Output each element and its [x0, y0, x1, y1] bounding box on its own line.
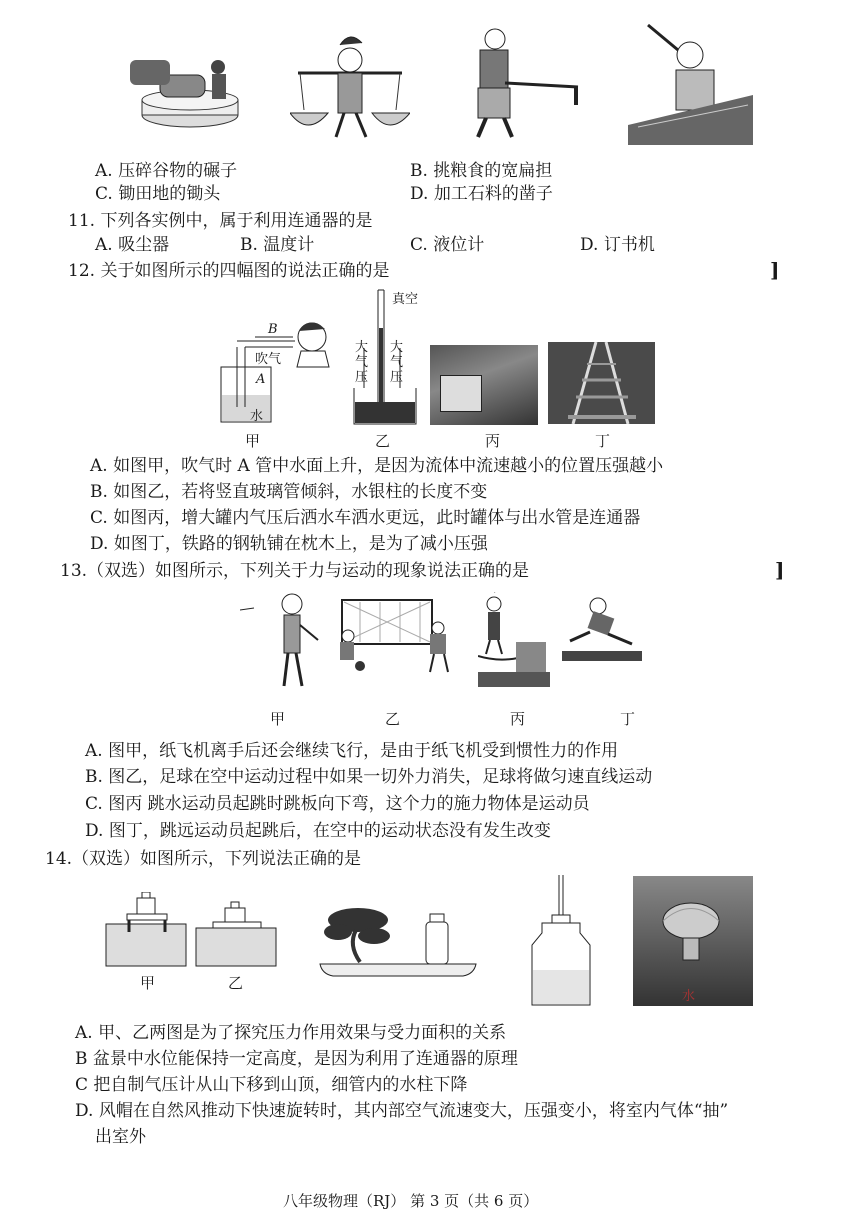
q10-option-a: A. 压碎谷物的碾子 [95, 161, 238, 181]
q13-option-a: A. 图甲，纸飞机离手后还会继续飞行，是由于纸飞机受到惯性力的作用 [85, 741, 619, 761]
q12-option-b: B. 如图乙，若将竖直玻璃管倾斜，水银柱的长度不变 [90, 482, 488, 502]
q13-label-jia: 甲 [270, 710, 286, 728]
q13-fig-ding [560, 596, 645, 666]
hoe-figure [450, 25, 590, 140]
q13-option-d: D. 图丁，跳远运动员起跳后，在空中的运动状态没有发生改变 [85, 821, 551, 841]
q12-answer-bracket: ] [770, 258, 780, 282]
q12-jia-tube-a-label: A [256, 372, 266, 387]
q11-option-d: D. 订书机 [580, 235, 655, 255]
q14-option-d-line1: D. 风帽在自然风推动下快速旋转时，其内部空气流速变大，压强变小，将室内气体“抽” [75, 1101, 729, 1121]
q11-option-c: C. 液位计 [410, 235, 485, 255]
q14-fig-jia [105, 892, 187, 967]
q12-fig-ding-photo [548, 342, 655, 424]
q12-yi-atm-right-label: 大气压 [390, 340, 404, 385]
q12-label-bing: 丙 [485, 432, 501, 450]
q13-fig-jia [240, 590, 320, 690]
q13-stem: 13.（双选）如图所示，下列关于力与运动的现象说法正确的是 [60, 561, 530, 581]
page-footer: 八年级物理（RJ） 第 3 页（共 6 页） [283, 1192, 539, 1210]
q12-jia-tube-b-label: B [268, 322, 278, 337]
q12-fig-bing-photo [430, 345, 538, 425]
q12-option-d: D. 如图丁，铁路的钢轨铺在枕木上，是为了减小压强 [90, 534, 488, 554]
q11-option-a: A. 吸尘器 [95, 235, 170, 255]
q12-option-c: C. 如图丙，增大罐内气压后洒水车洒水更远，此时罐体与出水管是连通器 [90, 508, 641, 528]
q10-option-b: B. 挑粮食的宽扁担 [410, 161, 553, 181]
q10-option-d: D. 加工石料的凿子 [410, 184, 553, 204]
q13-answer-bracket: ] [775, 558, 785, 582]
q14-option-a: A. 甲、乙两图是为了探究压力作用效果与受力面积的关系 [75, 1023, 507, 1043]
q13-label-ding: 丁 [620, 710, 636, 728]
q12-label-jia: 甲 [245, 432, 261, 450]
q13-option-b: B. 图乙，足球在空中运动过程中如果一切外力消失，足球将做匀速直线运动 [85, 767, 653, 787]
q13-fig-bing [478, 592, 550, 687]
q12-yi-atm-left-label: 大气压 [355, 340, 369, 385]
chisel-figure [628, 15, 753, 145]
q13-option-c: C. 图丙 跳水运动员起跳时跳板向下弯，这个力的施力物体是运动员 [85, 794, 590, 814]
q11-stem: 11. 下列各实例中，属于利用连通器的是 [68, 211, 373, 231]
q12-stem: 12. 关于如图所示的四幅图的说法正确的是 [68, 261, 390, 281]
q13-label-bing: 丙 [510, 710, 526, 728]
q14-option-c: C 把自制气压计从山下移到山顶，细管内的水柱下降 [75, 1075, 468, 1095]
q12-label-ding: 丁 [595, 432, 611, 450]
q14-stem: 14.（双选）如图所示，下列说法正确的是 [45, 849, 362, 869]
q14-fig-barometer [530, 875, 592, 1010]
q12-yi-vacuum-label: 真空 [392, 292, 419, 307]
q14-label-yi: 乙 [228, 974, 244, 992]
q14-option-d-line2: 出室外 [95, 1127, 146, 1147]
q14-option-b: B 盆景中水位能保持一定高度，是因为利用了连通器的原理 [75, 1049, 518, 1069]
q13-label-yi: 乙 [385, 710, 401, 728]
q14-photo-water-label: 水 [682, 989, 696, 1004]
q10-option-c: C. 锄田地的锄头 [95, 184, 221, 204]
q12-option-a: A. 如图甲，吹气时 A 管中水面上升，是因为流体中流速越小的位置压强越小 [90, 456, 664, 476]
q12-jia-water-label: 水 [250, 409, 264, 424]
carrying-pole-figure [290, 25, 410, 145]
q11-option-b: B. 温度计 [240, 235, 315, 255]
q12-jia-blow-label: 吹气 [255, 352, 282, 367]
q14-fig-bonsai [318, 900, 478, 980]
q12-label-yi: 乙 [375, 432, 391, 450]
q13-fig-yi [330, 598, 460, 673]
q14-label-jia: 甲 [140, 974, 156, 992]
millstone-figure [120, 45, 250, 135]
q14-fig-yi [195, 900, 277, 967]
